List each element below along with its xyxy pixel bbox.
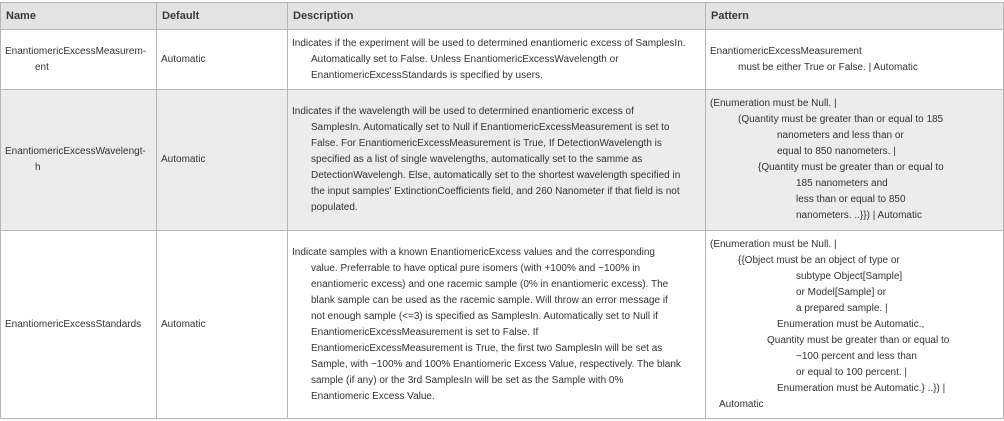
pattern-line: Quantity must be greater than or equal to xyxy=(767,334,950,346)
pattern-line: Enumeration must be Automatic., xyxy=(777,318,925,330)
pattern-line: (Enumeration must be Null. | xyxy=(710,98,837,109)
description-cell xyxy=(288,90,706,231)
table-row xyxy=(1,30,1004,90)
pattern-line: −100 percent and less than xyxy=(796,350,917,362)
options-table xyxy=(0,2,1004,419)
pattern-line: EnantiomericExcessMeasurement xyxy=(710,45,862,57)
option-name-continuation: ent xyxy=(35,61,49,73)
description-text: Indicates if the wavelength will be used to determined enantiomeric excess of SamplesIn. Automatically set to Null if EnantiomericExcessMeasurement is set to False. For EnantiomericExcessMeasurement is True, If DetectionWavelength is specified as a list of single wavelengths, automatically set to the samme as DetectionWavelengh. Else, automatically set to the shortest wavelength specified in the input samples' ExtinctionCoefficients field, and 260 Nanometer if that field is not populated. xyxy=(292,106,681,213)
option-name-cell xyxy=(1,30,157,90)
pattern-line: 185 nanometers and xyxy=(796,178,888,189)
pattern-line: or equal to 100 percent. | xyxy=(796,366,908,378)
pattern-line: a prepared sample. | xyxy=(796,302,888,314)
pattern-line: nanometers. ..}}) | Automatic xyxy=(796,210,922,221)
option-name: EnantiomericExcessStandards xyxy=(1,231,157,419)
header-row xyxy=(1,3,1004,30)
pattern-line: or Model[Sample] or xyxy=(796,286,887,298)
pattern-line: (Enumeration must be Null. | xyxy=(710,238,837,250)
default-value: Automatic xyxy=(157,231,288,419)
default-value: Automatic xyxy=(157,30,288,90)
description-text: Indicate samples with a known EnantiomericExcess values and the corresponding value. Preferrable to have optical pure isomers (with +100% and −100% in enantiomeric excess) and one racemic sample (0% in enantiomeric excess). The blank sample can be used as the racemic sample. Will throw an error message if not enough sample (<=3) is specified as SamplesIn. Automatically set to Null if EnantiomericExcessMeasurement is set to False. If EnantiomericExcessMeasurement is True, the first two SamplesIn will be set as Sample, with −100% and 100% Enantiomeric Excess Value, respectively. The blank sample (if any) or the 3rd SamplesIn will be set as the Sample with 0% Enantiomeric Excess Value. xyxy=(292,246,681,402)
description-cell xyxy=(288,231,706,419)
option-name-continuation: h xyxy=(35,162,41,173)
option-name: EnantiomericExcessMeasurem- xyxy=(5,45,147,57)
pattern-line: less than or equal to 850 xyxy=(796,194,906,205)
pattern-line: Enumeration must be Automatic.} ..}) | xyxy=(777,382,946,394)
description-cell xyxy=(288,30,706,90)
pattern-line: nanometers and less than or xyxy=(777,130,904,141)
default-value: Automatic xyxy=(157,90,288,231)
header-pattern: Pattern xyxy=(706,3,1004,30)
header-name: Name xyxy=(1,3,157,30)
table-row xyxy=(1,90,1004,231)
pattern-line: {{Object must be an object of type or xyxy=(738,254,900,266)
header-default: Default xyxy=(157,3,288,30)
pattern-cell xyxy=(706,231,1004,419)
pattern-cell xyxy=(706,90,1004,231)
pattern-line: equal to 850 nanometers. | xyxy=(777,146,896,157)
pattern-line: Automatic xyxy=(719,398,764,410)
option-name-cell xyxy=(1,90,157,231)
pattern-cell xyxy=(706,30,1004,90)
pattern-line: (Quantity must be greater than or equal to 185 xyxy=(738,114,944,125)
pattern-line: must be either True or False. | Automatic xyxy=(738,61,918,73)
pattern-line: {Quantity must be greater than or equal to xyxy=(758,162,944,173)
description-text: Indicates if the experiment will be used to determined enantiomeric excess of SamplesIn. Automatically set to False. Unless EnantiomericExcessWavelength or EnantiomericExcessStandards is specified by users. xyxy=(292,37,686,81)
table-row xyxy=(1,231,1004,419)
option-name: EnantiomericExcessWavelengt- xyxy=(5,146,146,157)
pattern-line: subtype Object[Sample] xyxy=(796,270,903,282)
header-description: Description xyxy=(288,3,706,30)
